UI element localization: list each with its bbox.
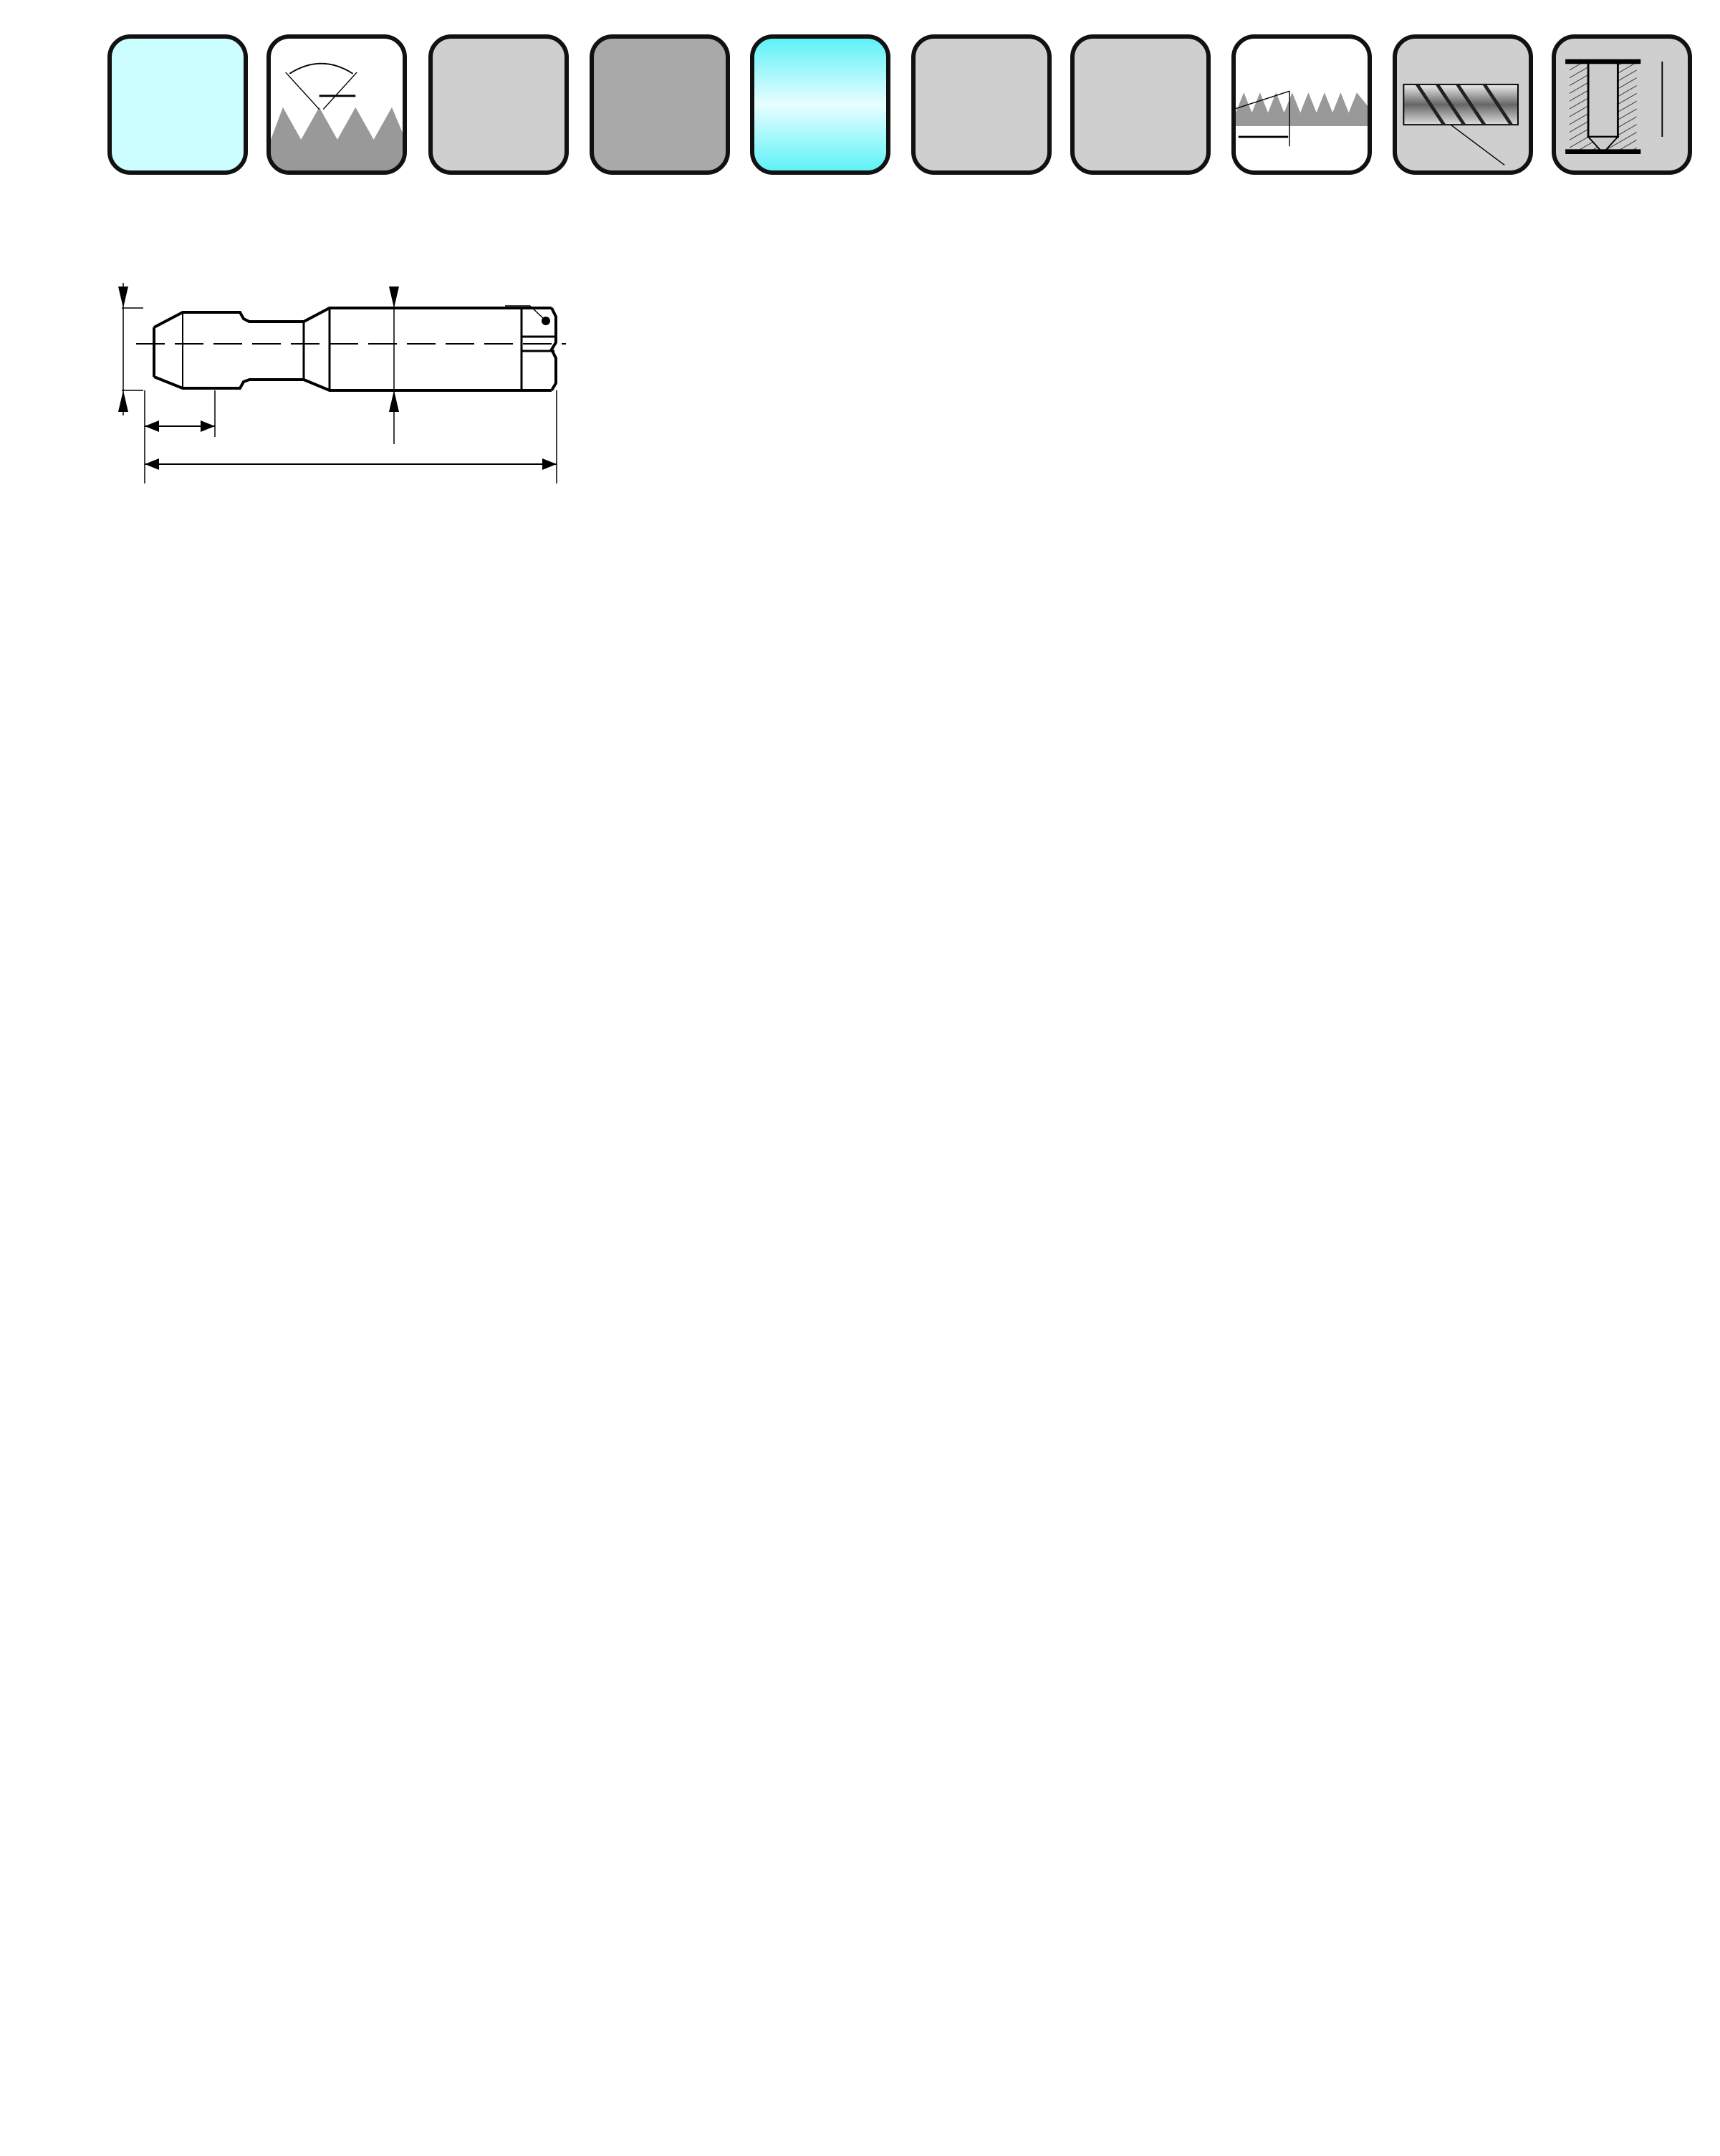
din13-badge <box>428 34 569 175</box>
din371-badge <box>911 34 1052 175</box>
standards-icon-strip <box>107 34 1691 178</box>
tap-dimension-drawing <box>100 265 781 501</box>
chamfer-form-icon <box>1231 34 1372 175</box>
type-n-badge <box>590 34 730 175</box>
thread-profile-icon <box>266 34 407 175</box>
iso-tolerance-badge <box>1070 34 1211 175</box>
thread-60deg-icon <box>271 39 403 170</box>
thread-depth-icon <box>1552 34 1692 175</box>
helix-angle-icon <box>1393 34 1533 175</box>
metric-thread-badge <box>107 34 248 175</box>
hsse-badge <box>750 34 890 175</box>
